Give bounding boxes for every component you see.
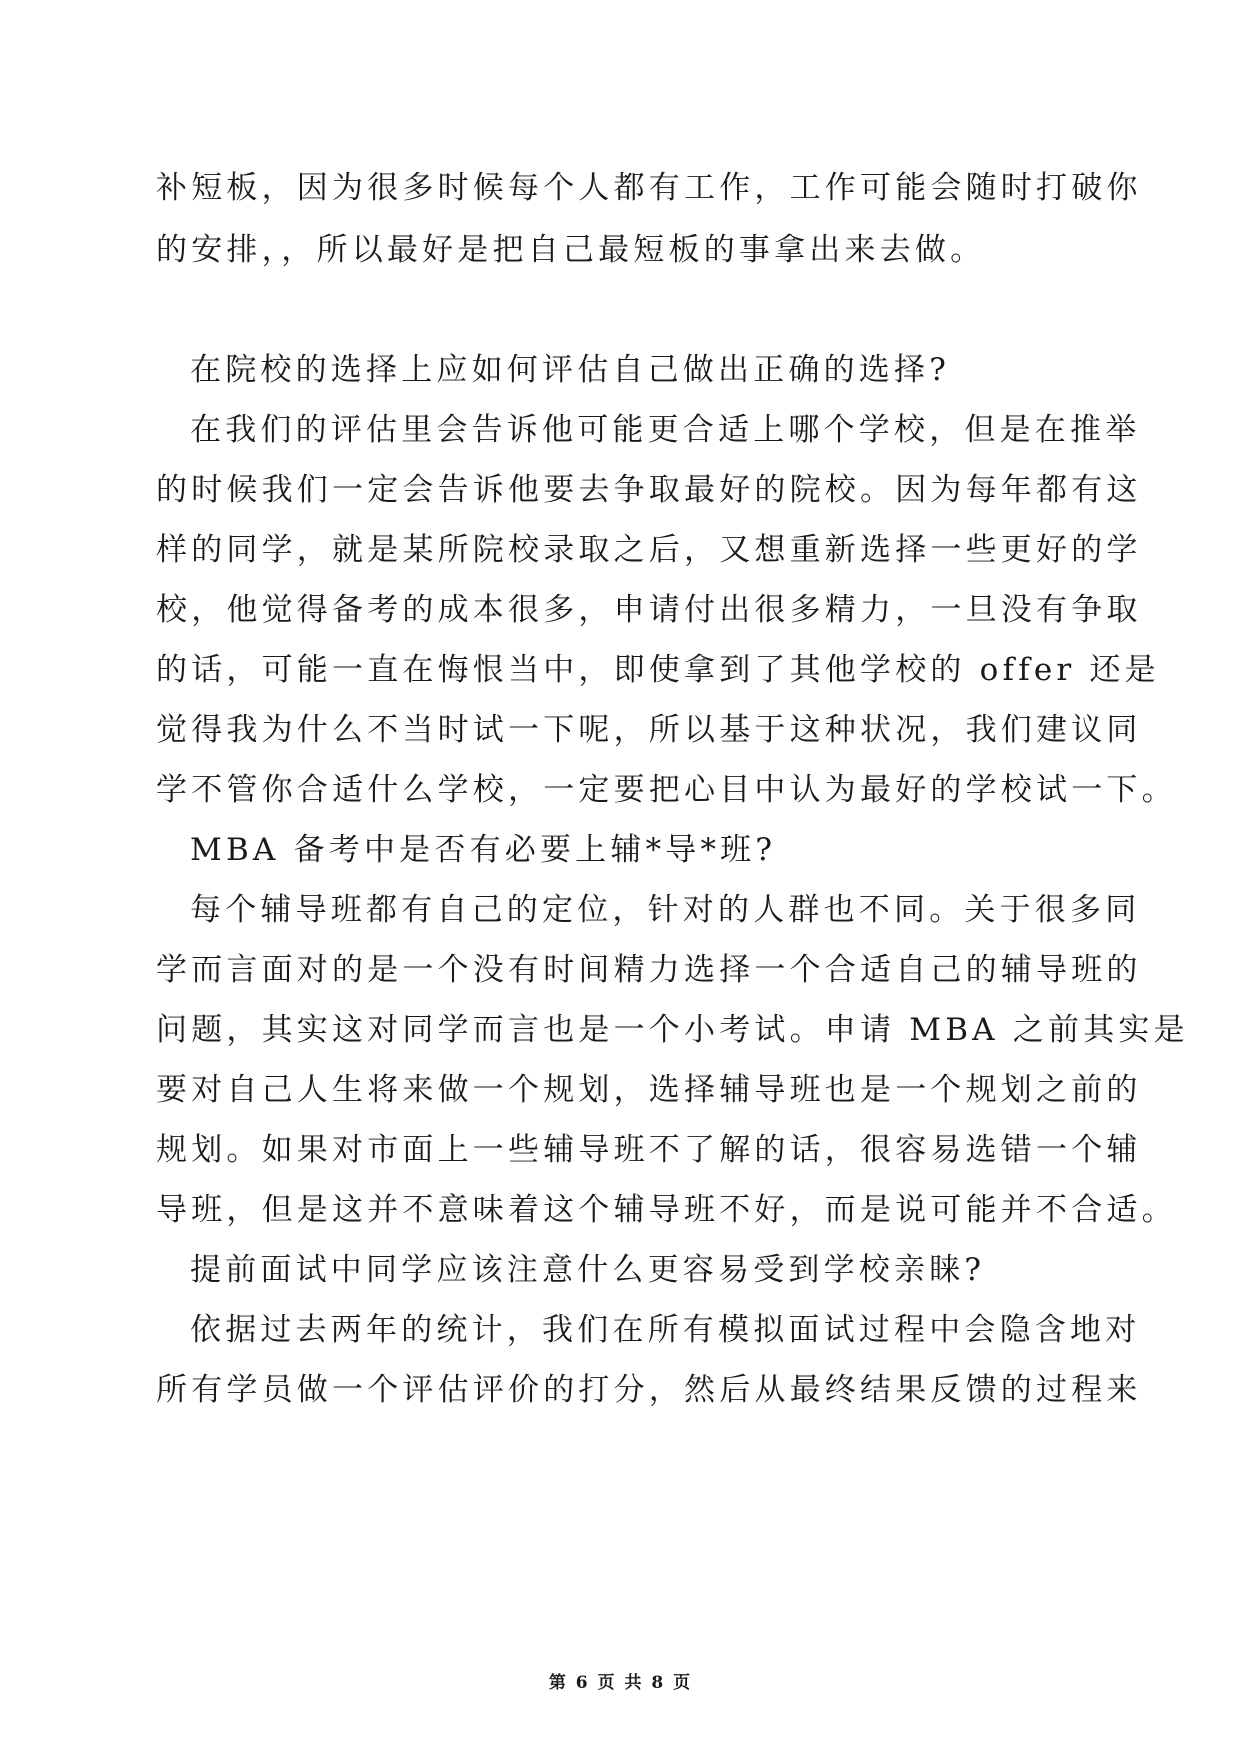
- text-line: 的话，可能一直在悔恨当中，即使拿到了其他学校的 offer 还是: [156, 652, 1160, 688]
- text-line: 依据过去两年的统计，我们在所有模拟面试过程中会隐含地对: [190, 1312, 1141, 1348]
- text-line: 学不管你合适什么学校，一定要把心目中认为最好的学校试一下。: [156, 772, 1177, 808]
- text-line: 样的同学，就是某所院校录取之后，又想重新选择一些更好的学: [156, 532, 1142, 568]
- text-line: 规划。如果对市面上一些辅导班不了解的话，很容易选错一个辅: [156, 1132, 1142, 1168]
- text-line: 每个辅导班都有自己的定位，针对的人群也不同。关于很多同: [190, 892, 1141, 928]
- text-line: 的时候我们一定会告诉他要去争取最好的院校。因为每年都有这: [156, 472, 1142, 508]
- text-line: 导班，但是这并不意味着这个辅导班不好，而是说可能并不合适。: [156, 1192, 1177, 1228]
- question-heading: MBA 备考中是否有必要上辅*导*班?: [190, 832, 777, 868]
- text-line: 在我们的评估里会告诉他可能更合适上哪个学校，但是在推举: [190, 412, 1141, 448]
- text-line: 所有学员做一个评估评价的打分，然后从最终结果反馈的过程来: [156, 1372, 1142, 1408]
- text-line: 问题，其实这对同学而言也是一个小考试。申请 MBA 之前其实是: [156, 1012, 1189, 1048]
- page-footer: 第 6 页 共 8 页: [548, 1673, 693, 1693]
- text-line: 学而言面对的是一个没有时间精力选择一个合适自己的辅导班的: [156, 952, 1142, 988]
- text-line: 觉得我为什么不当时试一下呢，所以基于这种状况，我们建议同: [156, 712, 1142, 748]
- text-line: 补短板，因为很多时候每个人都有工作，工作可能会随时打破你: [156, 170, 1142, 206]
- question-heading: 提前面试中同学应该注意什么更容易受到学校亲睐?: [190, 1252, 986, 1288]
- text-line: 的安排，，所以最好是把自己最短板的事拿出来去做。: [156, 232, 986, 268]
- question-heading: 在院校的选择上应如何评估自己做出正确的选择?: [190, 352, 951, 388]
- text-line: 校，他觉得备考的成本很多，申请付出很多精力，一旦没有争取: [156, 592, 1142, 628]
- text-line: 要对自己人生将来做一个规划，选择辅导班也是一个规划之前的: [156, 1072, 1142, 1108]
